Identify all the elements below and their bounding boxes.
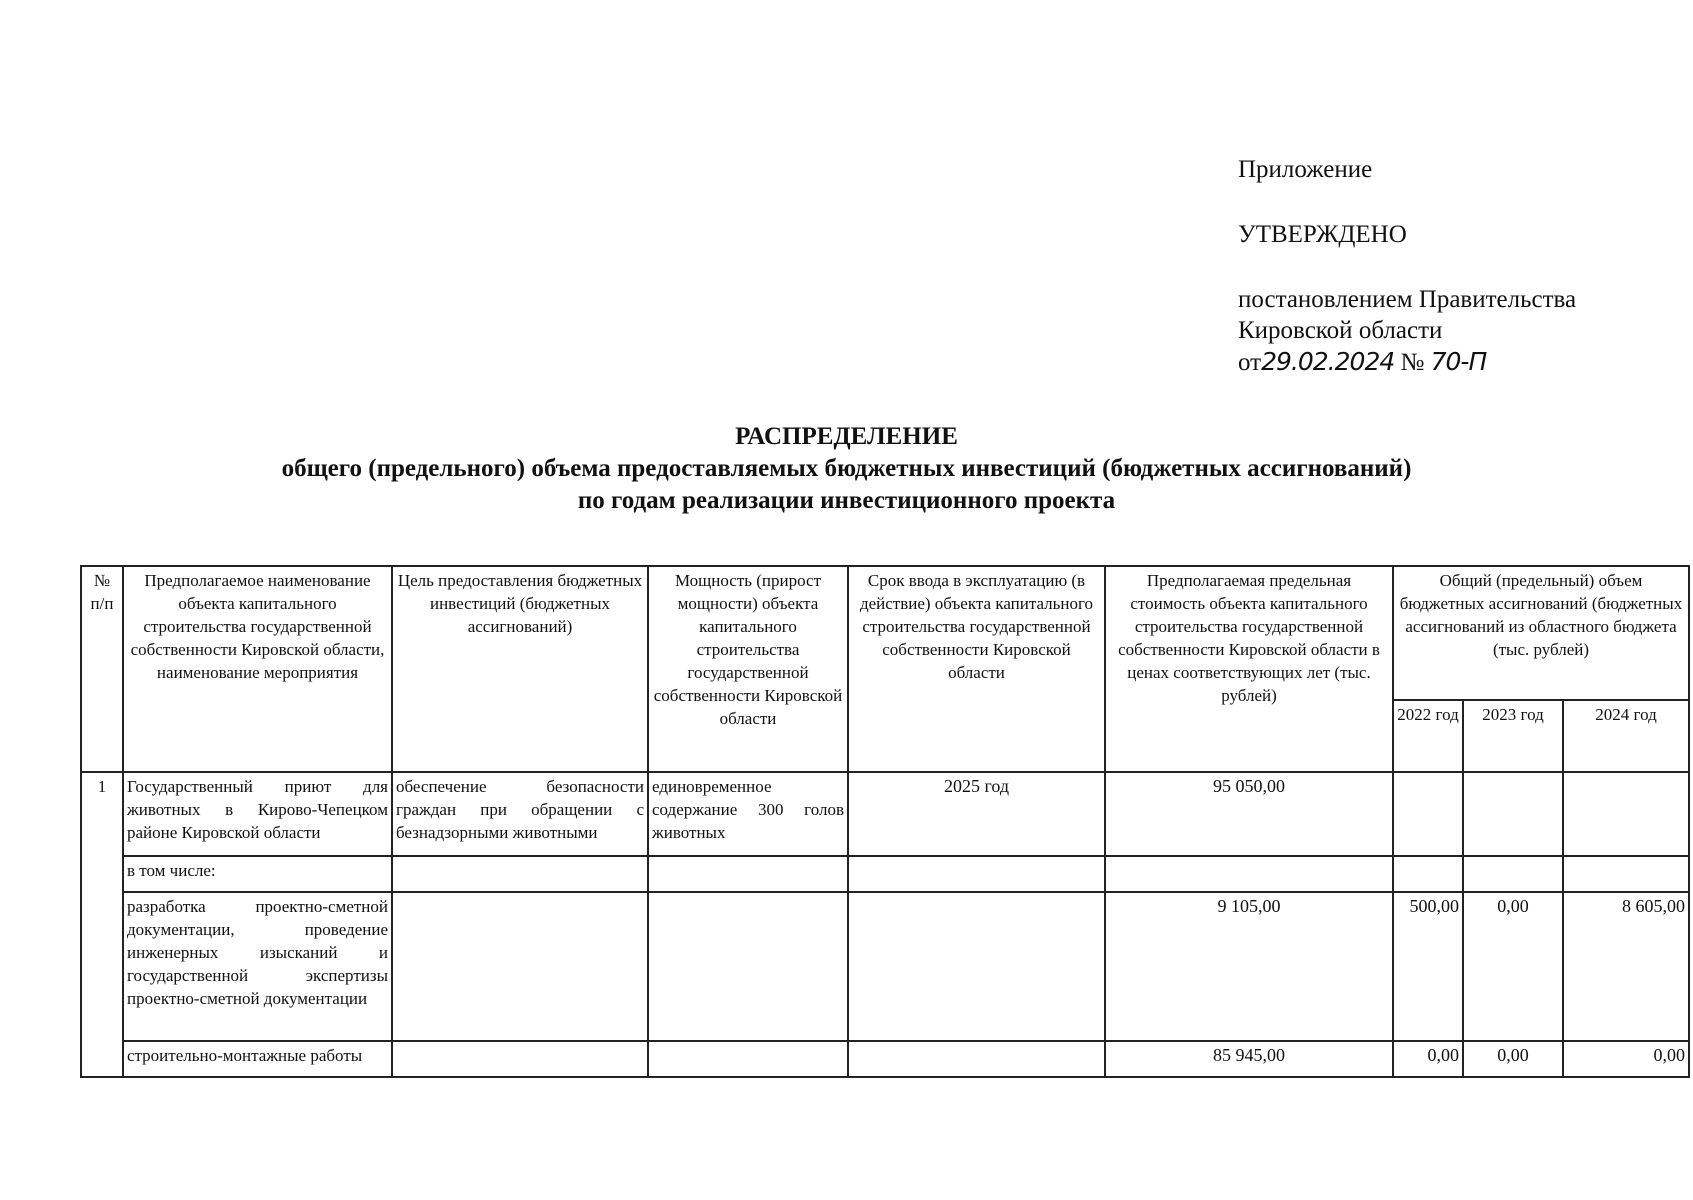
row-2024 [1563,856,1689,892]
investment-table [80,565,1690,1078]
row-deadline-empty [848,892,1105,1041]
header-total: Общий (предельный) объем бюджетных ассигнований (бюджетных ассигнований из областного бюджета (тыс. рублей) [1393,566,1689,700]
row-deadline-empty [848,856,1105,892]
row-name: строительно-монтажные работы [123,1041,392,1077]
row-deadline-empty [848,1041,1105,1077]
row-cost: 9 105,00 [1105,892,1393,1041]
resolution-date-number [1238,346,1576,378]
number-prefix: № [1400,349,1425,376]
header-year-2023: 2023 год [1463,700,1563,772]
header-year-2024: 2024 год [1563,700,1689,772]
table-row [81,1041,1689,1077]
title-line-2: общего (предельного) объема предоставляемых бюджетных инвестиций (бюджетных ассигнований) [281,455,1412,482]
title-line-1: РАСПРЕДЕЛЕНИЕ [735,423,958,450]
appendix-label: Приложение [1238,156,1373,183]
row-2024: 0,00 [1563,1041,1689,1077]
row-goal-empty [392,1041,648,1077]
row-cost [1105,856,1393,892]
row-2022 [1393,856,1463,892]
header-num: № п/п [81,566,123,772]
row-capacity-empty [648,892,848,1041]
date-prefix: от [1238,349,1262,376]
approved-label: УТВЕРЖДЕНО [1238,221,1407,248]
row-2022: 500,00 [1393,892,1463,1041]
row-name: в том числе: [123,856,392,892]
row-deadline: 2025 год [848,772,1105,856]
row-cost: 95 050,00 [1105,772,1393,856]
row-2022 [1393,772,1463,856]
approved-by-line1: постановлением Правительства [1238,286,1577,313]
row-name: разработка проектно-сметной документации, проведение инженерных изысканий и государственной экспертизы проектно-сметной документации [123,892,392,1041]
row-2023 [1463,772,1563,856]
handwritten-date: 29.02.2024 [1261,347,1395,376]
row-capacity-empty [648,856,848,892]
header-goal: Цель предоставления бюджетных инвестиций (бюджетных ассигнований) [392,566,648,772]
table-row [81,856,1689,892]
header-year-2022: 2022 год [1393,700,1463,772]
row-goal-empty [392,892,648,1041]
document-title [0,421,1693,517]
table-row [81,892,1689,1041]
header-capacity: Мощность (прирост мощности) объекта капитального строительства государственной собственности Кировской области [648,566,848,772]
row-goal: обеспечение безопасности граждан при обращении с безнадзорными животными [392,772,648,856]
row-goal-empty [392,856,648,892]
header-row [81,566,1689,700]
row-2024 [1563,772,1689,856]
row-capacity-empty [648,1041,848,1077]
title-line-3: по годам реализации инвестиционного проекта [577,487,1116,514]
row-num: 1 [81,772,123,1077]
row-capacity: единовременное содержание 300 голов животных [648,772,848,856]
header-name: Предполагаемое наименование объекта капитального строительства государственной собственности Кировской области, наименование мероприятия [123,566,392,772]
approval-block [1238,154,1576,378]
row-2023: 0,00 [1463,1041,1563,1077]
row-2024: 8 605,00 [1563,892,1689,1041]
row-2023: 0,00 [1463,892,1563,1041]
row-name: Государственный приют для животных в Кирово-Чепецком районе Кировской области [123,772,392,856]
table-row [81,772,1689,856]
header-cost: Предполагаемая предельная стоимость объекта капитального строительства государственной собственности Кировской области в ценах соответствующих лет (тыс. рублей) [1105,566,1393,772]
header-deadline: Срок ввода в эксплуатацию (в действие) объекта капитального строительства государственной собственности Кировской области [848,566,1105,772]
approved-by-line2: Кировской области [1238,317,1443,344]
row-2023 [1463,856,1563,892]
handwritten-number: 70-П [1430,347,1487,376]
row-cost: 85 945,00 [1105,1041,1393,1077]
row-2022: 0,00 [1393,1041,1463,1077]
